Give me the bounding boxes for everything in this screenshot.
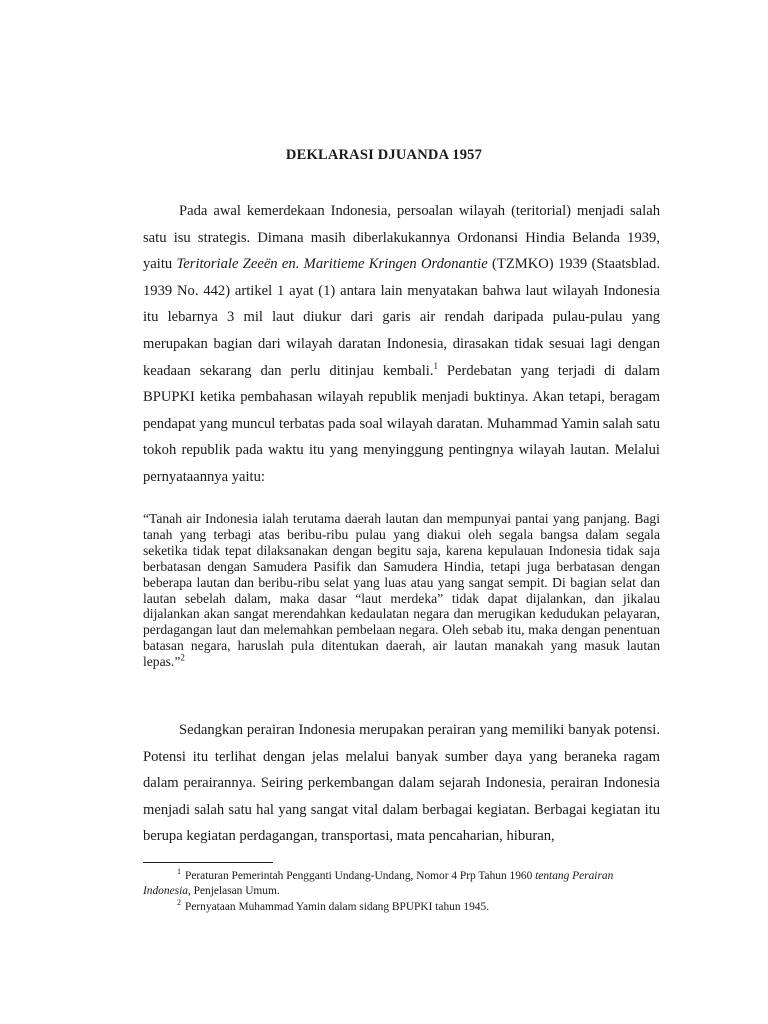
document-title: DEKLARASI DJUANDA 1957 [285,147,483,163]
footnote-ref-2[interactable]: 2 [180,652,185,663]
paragraph-potential: Sedangkan perairan Indonesia merupakan perairan yang memiliki banyak potensi. Potensi itu terlihat dengan jelas melalui banyak sumber daya yang beraneka ragam dalam perairannya. Seiring perkembangan dalam sejarah Indonesia, perairan Indonesia menjadi salah satu hal yang sangat vital dalam berbagai kegiatan. Berbagai kegiatan itu berupa kegiatan perdagangan, transportasi, mata pencaharian, hiburan, [143,722,660,845]
footnote-2-text: Pernyataan Muhammad Yamin dalam sidang BPUPKI tahun 1945. [185,901,490,913]
footnote-2-number: 2 [177,898,181,908]
footnote-1 [143,869,660,899]
footnote-1-suffix: , Penjelasan Umum. [187,884,280,897]
paragraph-intro-part3: Perdebatan yang terjadi di dalam BPUPKI ketika pembahasan wilayah republik menjadi buktinya. Akan tetapi, beragam pendapat yang muncul terbatas pada soal wilayah daratan. Muhammad Yamin salah satu tokoh republik pada waktu itu yang menyinggung pentingnya wilayah lautan. Melalui pernyataannya yaitu: [143,362,660,485]
yamin-quote-text: “Tanah air Indonesia ialah terutama daerah lautan dan mempunyai pantai yang panjang. Bagi tanah yang terbagi atas beribu-ribu pulau yang diakui oleh segala bangsa dalam segala seketika tidak tepat dilaksanakan dengan begitu saja, karena kepulauan Indonesia tidak saja berbatasan dengan Samudera Pasifik dan Samudera Hindia, tetapi juga berbatasan dengan beberapa lautan dan beribu-ribu selat yang luas atau yang sangat sempit. Di bagian selat dan lautan sebelah dalam, maka dasar “laut merdeka” tidak dapat dijalankan, dan jikalau dijalankan akan sangat merendahkan kedaulatan negara dan merugikan kedudukan pelayaran, perdagangan laut dan melemahkan pembelaan negara. Oleh sebab itu, maka dengan penentuan batasan negara, haruslah pula ditentukan daerah, air lautan manakah yang masuk lautan lepas.” [143,511,660,670]
footnote-2 [143,900,660,915]
footnote-1-text: Peraturan Pemerintah Pengganti Undang-Undang, Nomor 4 Prp Tahun 1960 [185,870,536,882]
ordinance-title: Teritoriale Zeeën en. Maritieme Kringen Ordonantie [176,256,488,273]
footnote-1-italic: tentang Perairan Indonesia [143,870,614,897]
footnote-divider [143,862,273,863]
footnote-ref-1[interactable]: 1 [433,360,438,371]
paragraph-intro-part1: Pada awal kemerdekaan Indonesia, persoalan wilayah (teritorial) menjadi salah satu isu strategis. Dimana masih diberlakukannya Ordonansi Hindia Belanda 1939, yaitu [143,203,660,273]
yamin-quote [143,511,660,670]
paragraph-intro [143,198,660,491]
footnote-1-number: 1 [177,867,181,877]
paragraph-intro-part2: (TZMKO) 1939 (Staatsblad. 1939 No. 442) artikel 1 ayat (1) antara lain menyatakan bahwa laut wilayah Indonesia itu lebarnya 3 mil laut diukur dari garis air rendah daripada pulau-pulau yang merupakan bagian dari wilayah daratan Indonesia, dirasakan tidak sesuai lagi dengan keadaan sekarang dan perlu ditinjau kembali. [143,256,660,379]
